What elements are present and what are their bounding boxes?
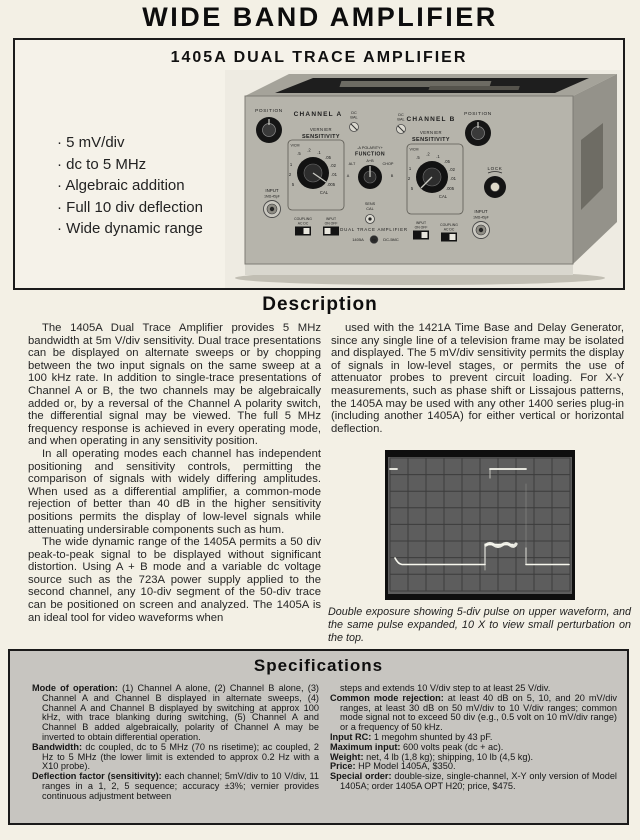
internal-module bbox=[429, 86, 520, 90]
dial-label: .2 bbox=[307, 147, 311, 153]
dial-label: .01 bbox=[331, 172, 337, 177]
spec-item bbox=[32, 743, 319, 772]
spec-label: Common mode rejection: bbox=[330, 692, 444, 703]
page-title: WIDE BAND AMPLIFIER bbox=[142, 2, 498, 32]
dial-label: .05 bbox=[444, 159, 450, 164]
input-left-label: INPUT bbox=[265, 188, 279, 193]
dc-bal-label: BAL bbox=[397, 117, 405, 122]
dial-label: .02 bbox=[330, 163, 336, 168]
input-right-bnc-center bbox=[479, 228, 483, 232]
dc-bal-label: DC bbox=[351, 111, 357, 115]
sensitivity-a-label: SENSITIVITY bbox=[301, 134, 341, 140]
spec-item bbox=[330, 694, 617, 733]
dial-label: .5 bbox=[416, 155, 420, 160]
spec-label: Maximum input: bbox=[330, 741, 401, 752]
coupling-right-options: AC DC bbox=[443, 227, 455, 232]
spec-column-right bbox=[330, 684, 617, 792]
switch-handle bbox=[304, 228, 310, 234]
dial-label: 5 bbox=[410, 186, 414, 191]
input-onoff-left-options: ON OFF bbox=[324, 221, 338, 226]
spec-column-left bbox=[32, 684, 319, 802]
function-alt-label: ALT bbox=[348, 162, 356, 166]
dial-label: .5 bbox=[297, 151, 301, 156]
spec-text: (1) Channel A alone, (2) Channel B alone, (3) Channel A and Channel B displayed in alternate sweeps, (4) Channel A and Channel B displayed by switching at approx 100 kHz, with trace blanking during switching, (5) Channel A and Channel B added algebraically, polarity of Channel A may be inverted to obtain differential operation. bbox=[42, 683, 319, 742]
dial-label: .005 bbox=[326, 182, 336, 187]
position-right-label: POSITION bbox=[464, 112, 492, 117]
position-left-label: POSITION bbox=[255, 109, 283, 114]
description-column-right bbox=[331, 322, 624, 435]
coupling-right-label: COUPLING bbox=[440, 223, 458, 227]
description-paragraph: In all operating modes each channel has independent positioning and sensitivity controls, permitting the comparison of signals with widely differing amplitudes. When used as a differential amplifier, a common-mode rejection of better than 40 dB in the higher sensitivity positions permits the display of low-level signals while attenuating undersirable components such as hum. bbox=[28, 447, 321, 536]
switch-handle bbox=[422, 232, 428, 238]
lock-label: LOCK bbox=[487, 166, 503, 171]
device-photo bbox=[225, 70, 623, 288]
vcm-label: V/CM bbox=[409, 147, 419, 152]
dial-label: 1 bbox=[408, 166, 412, 171]
spec-item bbox=[32, 772, 319, 801]
function-a-label: A bbox=[346, 174, 350, 178]
spec-text: HP Model 1405A, $350. bbox=[358, 761, 456, 772]
sens-cal-label: SENS bbox=[364, 202, 376, 206]
dual-trace-amplifier-label: DUAL TRACE AMPLIFIER bbox=[340, 227, 408, 232]
dial-label: 2 bbox=[407, 176, 411, 181]
input-onoff-right-label: INPUT bbox=[415, 221, 427, 225]
dial-label: .005 bbox=[445, 186, 455, 191]
spec-label: Weight: bbox=[330, 751, 364, 762]
feature-item: · dc to 5 MHz bbox=[57, 155, 147, 173]
product-subtitle: 1405A DUAL TRACE AMPLIFIER bbox=[170, 49, 468, 66]
spec-label: Mode of operation: bbox=[32, 683, 118, 693]
input-right-label: INPUT bbox=[474, 209, 488, 214]
feature-item: · 5 mV/div bbox=[57, 134, 125, 151]
dc-bal-label: BAL bbox=[350, 115, 358, 120]
sens-cal-connector-center bbox=[368, 217, 371, 220]
switch-handle bbox=[450, 234, 456, 240]
sens-cal-label: CAL bbox=[366, 207, 374, 211]
spec-text: 1 megohm shunted by 43 pF. bbox=[373, 731, 493, 742]
vcm-label: V/CM bbox=[290, 143, 300, 148]
description-paragraph: The 1405A Dual Trace Amplifier provides 5 MHz bandwidth at 5m V/div sensitivity. Dual trace presentations can be displayed on alternate sweeps or by chopping between the two input signals on the same sweep at a 100 kHz rate. In addition to single-trace presentations of Channel A or B, the two channels may be algebraically added or, by a reversal of the Channel A polarity switch, the differential signal may be viewed. The full 5 MHz frequency response is achieved in every operating mode, and when operating in any sensitivity position. bbox=[28, 322, 321, 448]
dc-bal-label: DC bbox=[398, 113, 404, 117]
switch-handle bbox=[325, 228, 331, 234]
dial-label: .2 bbox=[426, 151, 430, 157]
description-heading: Description bbox=[262, 294, 378, 315]
dial-label: .01 bbox=[450, 176, 456, 181]
dial-label: CAL bbox=[438, 194, 448, 199]
channel-a-label: CHANNEL A bbox=[293, 111, 343, 118]
description-paragraph: used with the 1421A Time Base and Delay Generator, since any single line of a television frame may be isolated and displayed. The 5 mV/div sensitivity permits the display of signals in low-level stages, or permits the use of attenuator probes to prevent circuit loading. For X-Y measurements, such as phase shift or Lissajous patterns, the 1405A may be used with any other 1400 series plug-in (including another 1405A) for either vertical or horizontal deflection. bbox=[331, 322, 624, 435]
coupling-left-options: AC DC bbox=[297, 221, 309, 226]
spec-text: at least 40 dB on 5, 10, and 20 mV/div ranges, at least 30 dB on 50 mV/div to 10 V/div ranges; common mode signal not to exceed 50 div (e.g., 0.5 volt on 10 mV/div range) or a frequency of 50 kHz. bbox=[340, 692, 617, 733]
description-column-left bbox=[28, 322, 321, 624]
feature-item: · Wide dynamic range bbox=[57, 220, 203, 237]
spec-text: each channel; 5mV/div to 10 V/div, 11 ranges in a 1, 2, 5 sequence; accuracy ±3%; vernier provides continuous adjustment between bbox=[42, 771, 319, 801]
sensitivity-b-label: SENSITIVITY bbox=[411, 137, 451, 143]
specifications-box bbox=[8, 649, 629, 825]
spec-text: steps and extends 10 V/div step to at least 25 V/div. bbox=[340, 683, 551, 693]
function-label: FUNCTION bbox=[355, 151, 385, 158]
function-aplusb-label: A+B bbox=[366, 159, 374, 163]
input-left-bnc-center bbox=[270, 207, 274, 211]
oscilloscope-photo bbox=[385, 450, 575, 600]
spec-item bbox=[32, 684, 319, 743]
input-onoff-right-options: ON OFF bbox=[414, 225, 428, 230]
dial-label: .02 bbox=[449, 167, 455, 172]
product-box bbox=[13, 38, 625, 290]
polarity-label: -A POLARITY+ bbox=[357, 146, 383, 150]
spec-label: Price: bbox=[330, 761, 356, 772]
dial-label: 5 bbox=[291, 182, 295, 187]
spec-label: Special order: bbox=[330, 771, 392, 782]
device-bottom-edge bbox=[245, 264, 573, 275]
input-left-impedance: 1MΩ-45pF bbox=[264, 194, 280, 199]
function-b-label: B bbox=[390, 174, 394, 178]
spec-label: Bandwidth: bbox=[32, 741, 83, 752]
spec-text: double-size, single-channel, X-Y only version of Model 1405A; order 1405A OPT H20; price, $475. bbox=[340, 771, 617, 791]
function-chop-label: CHOP bbox=[382, 162, 394, 166]
position-right-knob-cap bbox=[472, 127, 485, 140]
lock-knob-jewel bbox=[491, 183, 500, 192]
dial-label: CAL bbox=[319, 190, 329, 195]
model-bandwidth: DC-5MC bbox=[383, 237, 399, 242]
channel-b-label: CHANNEL B bbox=[406, 116, 456, 123]
dial-label: .1 bbox=[317, 150, 321, 155]
figure-caption: Double exposure showing 5-div pulse on upper waveform, and the same pulse expanded, 10 X to view small perturbation on the top. bbox=[328, 606, 631, 644]
input-onoff-left-label: INPUT bbox=[325, 217, 337, 221]
specifications-heading: Specifications bbox=[253, 656, 384, 675]
dial-label: .05 bbox=[325, 155, 331, 160]
spec-label: Deflection factor (sensitivity): bbox=[32, 771, 162, 782]
position-left-knob-cap bbox=[263, 124, 276, 137]
input-right-impedance: 1MΩ-45pF bbox=[473, 215, 489, 220]
model-number: 1405A bbox=[352, 237, 364, 242]
dial-label: .1 bbox=[436, 154, 440, 159]
hp-logo-text: hp bbox=[372, 238, 376, 242]
spec-item bbox=[330, 772, 617, 792]
feature-item: · Full 10 div deflection bbox=[57, 198, 203, 216]
coupling-left-label: COUPLING bbox=[294, 217, 312, 221]
spec-text: 600 volts peak (dc + ac). bbox=[403, 741, 504, 752]
feature-list bbox=[57, 132, 203, 240]
vernier-a-label: VERNIER bbox=[309, 127, 333, 132]
feature-item: · Algebraic addition bbox=[57, 177, 185, 194]
spec-text: dc coupled, dc to 5 MHz (70 ns risetime); ac coupled, 2 Hz to 5 MHz (the lower limit is extended to approx 0.2 Hz with a X10 probe). bbox=[42, 741, 319, 772]
dial-label: 2 bbox=[288, 172, 292, 177]
spec-text: net, 4 lb (1,8 kg); shipping, 10 lb (4,5 kg). bbox=[366, 751, 534, 762]
description-paragraph: The wide dynamic range of the 1405A permits a 50 div peak-to-peak signal to be displayed without significant distortion. Using A + B mode and a variable dc voltage source such as the 723A power supply applied to the second channel, any 10-div segment of the 50-div trace can be positioned on screen and analyzed. The 1405A is an ideal tool for video waveforms when bbox=[28, 536, 321, 624]
dial-label: 1 bbox=[289, 162, 293, 167]
vernier-b-label: VERNIER bbox=[419, 130, 443, 135]
spec-label: Input RC: bbox=[330, 731, 372, 742]
